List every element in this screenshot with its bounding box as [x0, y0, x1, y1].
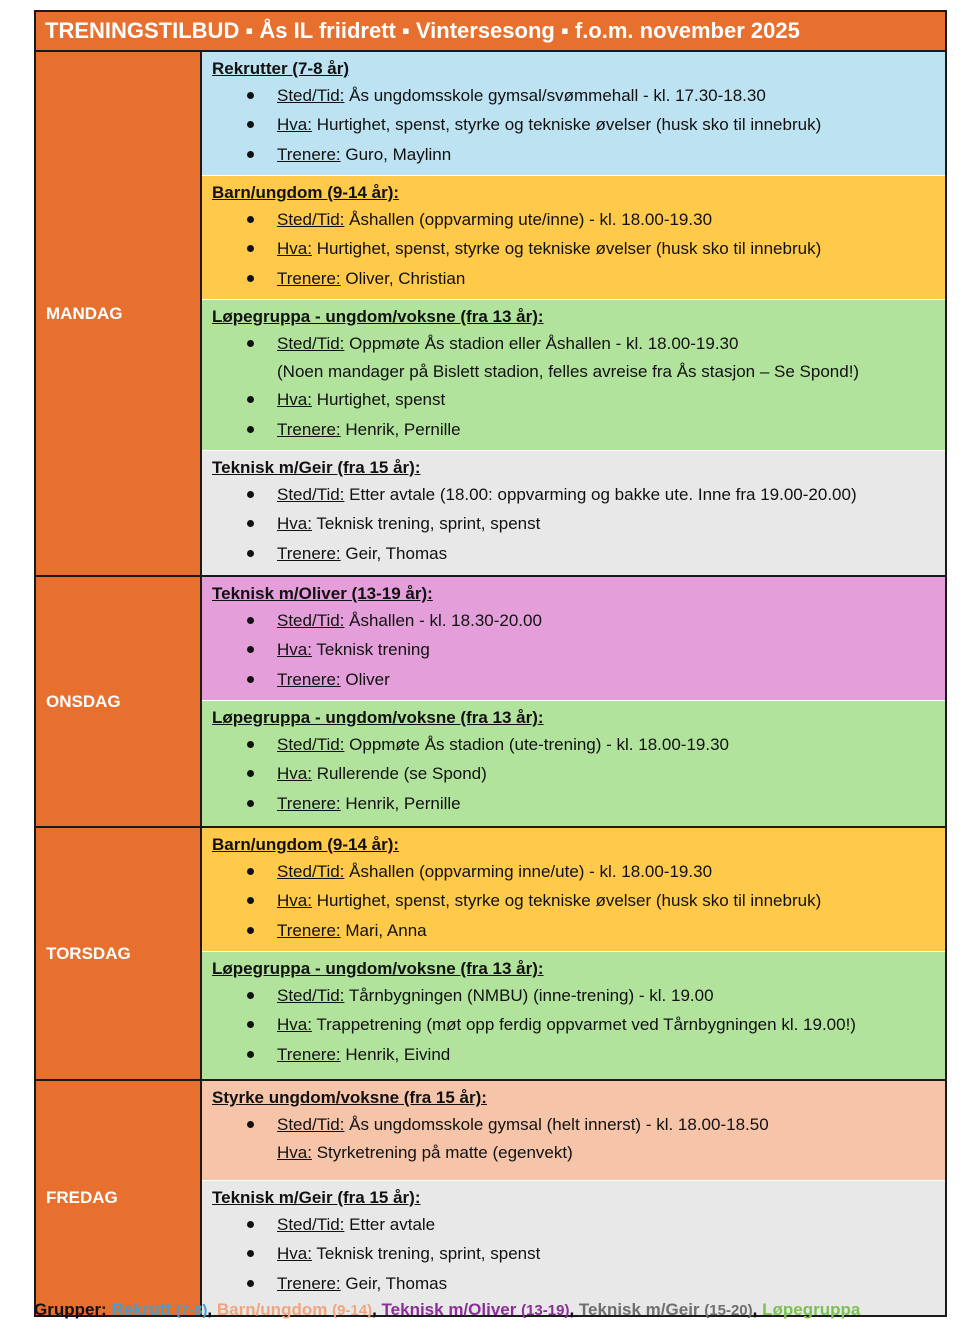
hva-item: Hva: Teknisk trening, sprint, spenst: [212, 1239, 939, 1268]
group-title: Teknisk m/Oliver (13-19 år):: [212, 584, 433, 603]
day-label: TORSDAG: [36, 828, 202, 1079]
hva-item: Hva: Styrketrening på matte (egenvekt): [277, 1143, 573, 1163]
trenere-item: Trenere: Oliver, Christian: [212, 264, 939, 293]
hva-item: Hva: Hurtighet, spenst, styrke og tekniske øvelser (husk sko til innebruk): [212, 886, 939, 915]
day-row-onsdag: [36, 575, 945, 826]
trenere-item: Trenere: Geir, Thomas: [212, 539, 939, 568]
day-label: ONSDAG: [36, 577, 202, 826]
group-styrke: [202, 1081, 945, 1180]
group-lopegruppa: [202, 299, 945, 450]
group-title: Barn/ungdom (9-14 år):: [212, 835, 400, 854]
group-title: Løpegruppa - ungdom/voksne (fra 13 år):: [212, 708, 544, 727]
hva-item: Hva: Teknisk trening: [212, 635, 939, 664]
trenere-item: Trenere: Henrik, Eivind: [212, 1040, 939, 1069]
group-barn-ungdom: [202, 175, 945, 299]
legend-item-rekrutt: Rekrutt (7-8): [111, 1300, 208, 1319]
sted-item: Sted/Tid: Åshallen - kl. 18.30-20.00: [212, 606, 939, 635]
sted-item: Sted/Tid: Etter avtale: [212, 1210, 939, 1239]
schedule-table: [34, 10, 947, 1317]
group-teknisk-oliver: [202, 577, 945, 700]
day-row-torsdag: [36, 826, 945, 1079]
legend-item-teknisk-oliver: Teknisk m/Oliver (13-19): [381, 1300, 570, 1319]
group-title: Styrke ungdom/voksne (fra 15 år):: [212, 1088, 487, 1107]
schedule-title: TRENINGSTILBUD ▪ Ås IL friidrett ▪ Vintersesong ▪ f.o.m. november 2025: [36, 12, 945, 52]
group-teknisk-geir: [202, 450, 945, 575]
sted-item: Sted/Tid: Oppmøte Ås stadion eller Åshallen - kl. 18.00-19.30: [212, 329, 939, 358]
legend-item-barn-ungdom: Barn/ungdom (9-14): [216, 1300, 373, 1319]
sted-item: Sted/Tid: Etter avtale (18.00: oppvarming og bakke ute. Inne fra 19.00-20.00): [212, 480, 939, 509]
groups-legend: Grupper: Rekrutt (7-8), Barn/ungdom (9-14), Teknisk m/Oliver (13-19), Teknisk m/Geir (15-20), Løpegruppa: [34, 1300, 861, 1319]
group-title: Løpegruppa - ungdom/voksne (fra 13 år):: [212, 959, 544, 978]
trenere-item: Trenere: Geir, Thomas: [212, 1269, 939, 1298]
hva-item: Hva: Hurtighet, spenst, styrke og tekniske øvelser (husk sko til innebruk): [212, 110, 939, 139]
sted-item: Sted/Tid: Oppmøte Ås stadion (ute-trening) - kl. 18.00-19.30: [212, 730, 939, 759]
trenere-item: Trenere: Mari, Anna: [212, 916, 939, 945]
trenere-item: Trenere: Guro, Maylinn: [212, 140, 939, 169]
trenere-item: Trenere: Oliver: [212, 665, 939, 694]
day-row-fredag: [36, 1079, 945, 1315]
group-teknisk-geir: [202, 1180, 945, 1315]
group-barn-ungdom: [202, 828, 945, 951]
sted-item: Sted/Tid: Åshallen (oppvarming ute/inne) - kl. 18.00-19.30: [212, 205, 939, 234]
hva-item: Hva: Trappetrening (møt opp ferdig oppvarmet ved Tårnbygningen kl. 19.00!): [212, 1010, 939, 1039]
legend-item-lopegruppa: Løpegruppa: [762, 1300, 861, 1319]
group-lopegruppa: [202, 951, 945, 1079]
group-title: Teknisk m/Geir (fra 15 år):: [212, 458, 421, 477]
hva-item: Hva: Hurtighet, spenst, styrke og tekniske øvelser (husk sko til innebruk): [212, 234, 939, 263]
hva-item: Hva: Teknisk trening, sprint, spenst: [212, 509, 939, 538]
legend-item-teknisk-geir: Teknisk m/Geir (15-20): [578, 1300, 753, 1319]
group-title: Barn/ungdom (9-14 år):: [212, 183, 400, 202]
sted-item: Sted/Tid: Tårnbygningen (NMBU) (inne-trening) - kl. 19.00: [212, 981, 939, 1010]
group-title: Teknisk m/Geir (fra 15 år):: [212, 1188, 421, 1207]
day-label: FREDAG: [36, 1081, 202, 1315]
day-row-mandag: [36, 52, 945, 575]
trenere-item: Trenere: Henrik, Pernille: [212, 415, 939, 444]
group-title: Rekrutter (7-8 år): [212, 59, 349, 78]
sted-item: Sted/Tid: Ås ungdomsskole gymsal (helt innerst) - kl. 18.00-18.50: [212, 1110, 939, 1139]
hva-item: Hva: Hurtighet, spenst: [212, 385, 939, 414]
group-rekrutter: [202, 52, 945, 175]
sted-note: (Noen mandager på Bislett stadion, felles avreise fra Ås stasjon – Se Spond!): [277, 362, 860, 382]
group-title: Løpegruppa - ungdom/voksne (fra 13 år):: [212, 307, 544, 326]
legend-label: Grupper:: [34, 1300, 107, 1319]
sted-item: Sted/Tid: Åshallen (oppvarming inne/ute) - kl. 18.00-19.30: [212, 857, 939, 886]
sted-item: Sted/Tid: Ås ungdomsskole gymsal/svømmehall - kl. 17.30-18.30: [212, 81, 939, 110]
hva-item: Hva: Rullerende (se Spond): [212, 759, 939, 788]
group-lopegruppa: [202, 700, 945, 826]
day-label: MANDAG: [36, 52, 202, 575]
trenere-item: Trenere: Henrik, Pernille: [212, 789, 939, 818]
